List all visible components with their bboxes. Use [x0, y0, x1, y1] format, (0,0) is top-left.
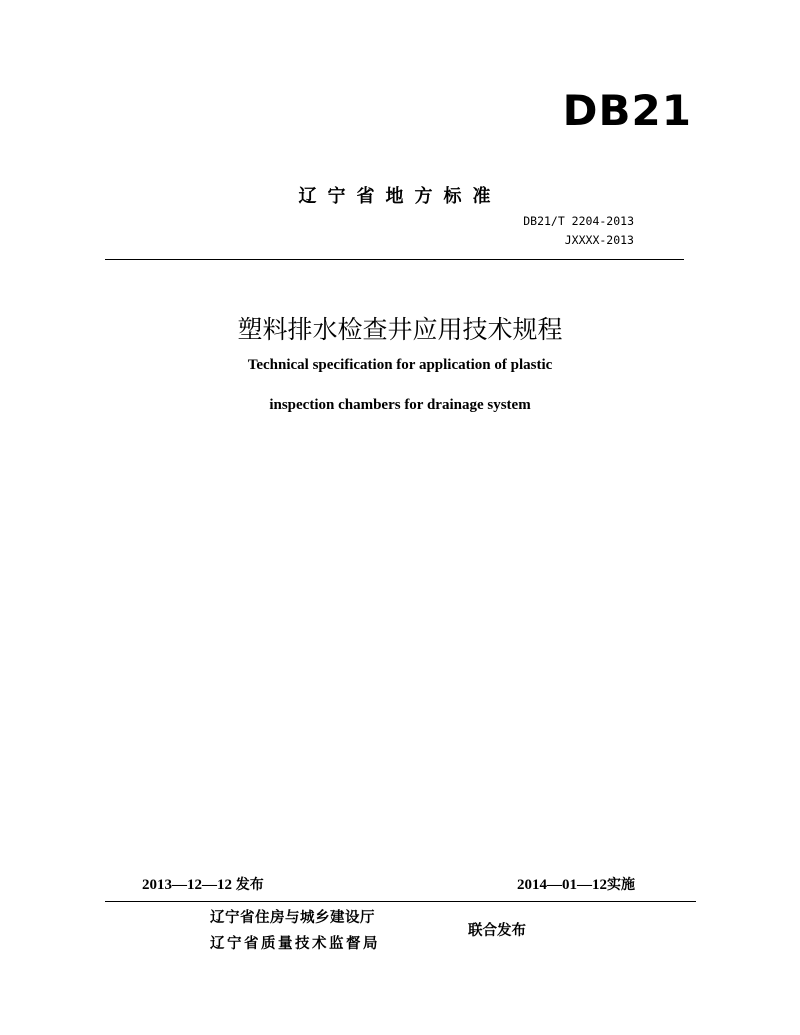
- issuer-quality-bureau: 辽宁省质量技术监督局: [210, 936, 380, 952]
- issue-date: 2013—12—12: [142, 877, 232, 893]
- footer-divider: [105, 901, 696, 902]
- effective-label: 实施: [607, 877, 635, 893]
- header-divider: [105, 259, 684, 260]
- effective-date: 2014—01—12: [517, 877, 607, 893]
- standard-code-primary: DB21/T 2204-2013: [523, 214, 634, 228]
- effective-date-block: [517, 874, 635, 894]
- standard-category-mark: DB21: [562, 86, 692, 135]
- issue-date-block: [142, 874, 264, 894]
- issuer-housing-department: 辽宁省住房与城乡建设厅: [210, 910, 375, 926]
- standard-code-secondary: JXXXX-2013: [564, 233, 634, 247]
- issue-label: 发布: [235, 877, 264, 893]
- joint-issue-label: 联合发布: [468, 923, 526, 939]
- document-title-zh: 塑料排水检查井应用技术规程: [237, 315, 563, 344]
- document-title-en-line2: inspection chambers for drainage system: [269, 397, 531, 413]
- document-title-en-line1: Technical specification for application of plastic: [247, 357, 553, 373]
- standard-type-heading: 辽宁省地方标准: [298, 186, 502, 207]
